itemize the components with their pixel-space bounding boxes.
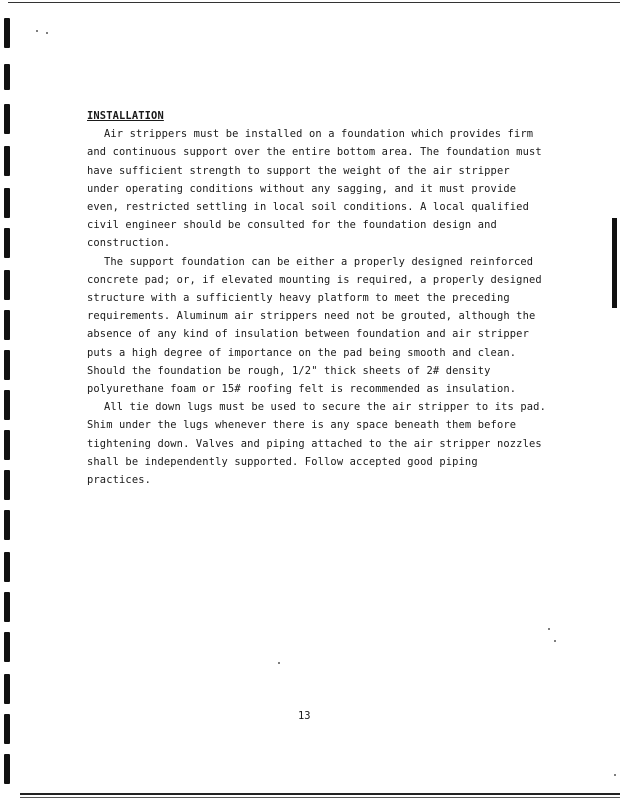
section-heading: INSTALLATION — [87, 110, 164, 122]
binding-hole — [4, 64, 10, 90]
binding-hole — [4, 390, 10, 420]
top-edge-line — [8, 2, 620, 3]
scan-speck — [554, 640, 556, 642]
bottom-edge-line — [20, 797, 620, 798]
paragraph: The support foundation can be either a properly designed reinforced concrete pad; or, if elevated mounting is required, a properly designed structure with a sufficiently heavy platform to meet the preceding requirements. Aluminum air strippers need not be grouted, although the absence of any kind of insulation between foundation and air stripper puts a high degree of importance on the pad being smooth and clean. Should the foundation be rough, 1/2" thick sheets of 2# density polyurethane foam or 15# roofing felt is recommended as insulation. — [87, 255, 542, 396]
binding-hole — [4, 674, 10, 704]
binding-hole — [4, 470, 10, 500]
paragraph: Air strippers must be installed on a foundation which provides firm and continuous support over the entire bottom area. The foundation must have sufficient strength to support the weight of the air stripper under operating conditions without any sagging, and it must provide even, restricted settling in local soil conditions. A local qualified civil engineer should be consulted for the foundation design and construction. — [87, 128, 542, 250]
binding-hole — [4, 510, 10, 540]
binding-hole — [4, 104, 10, 134]
scan-speck — [36, 30, 38, 32]
scan-speck — [46, 32, 48, 34]
binding-hole — [4, 310, 10, 340]
document-body — [87, 107, 547, 489]
binding-hole — [4, 18, 10, 48]
bottom-edge-line — [20, 793, 620, 795]
binding-hole — [4, 270, 10, 300]
scan-speck — [614, 774, 616, 776]
binding-hole — [4, 228, 10, 258]
binding-hole — [4, 754, 10, 784]
binding-hole — [4, 430, 10, 460]
binding-hole — [4, 714, 10, 744]
paragraph: All tie down lugs must be used to secure the air stripper to its pad. Shim under the lugs whenever there is any space beneath them before tightening down. Valves and piping attached to the air stripper nozzles shall be independently supported. Follow accepted good piping practices. — [87, 401, 546, 487]
binding-holes — [4, 18, 14, 788]
scan-speck — [548, 628, 550, 630]
binding-hole — [4, 552, 10, 582]
binding-hole — [4, 350, 10, 380]
margin-mark — [612, 218, 617, 308]
binding-hole — [4, 146, 10, 176]
binding-hole — [4, 592, 10, 622]
binding-hole — [4, 632, 10, 662]
page-number: 13 — [298, 710, 311, 722]
scan-speck — [278, 662, 280, 664]
binding-hole — [4, 188, 10, 218]
